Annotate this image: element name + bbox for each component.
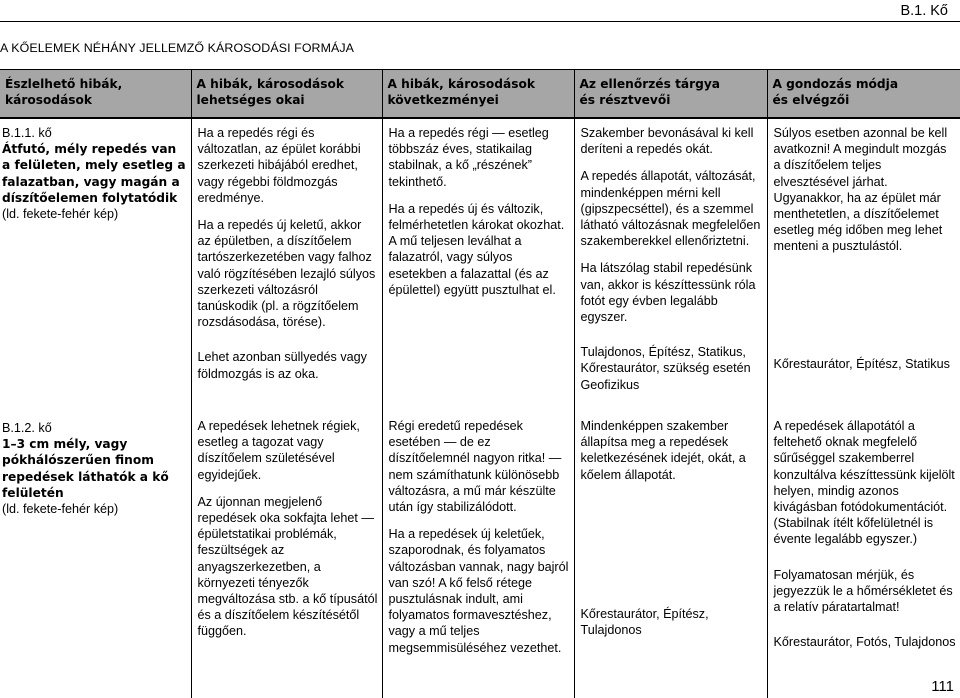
damage-table — [0, 69, 960, 698]
inspection-cell — [574, 415, 767, 698]
table-row — [0, 118, 960, 415]
header-care: A gondozás módja és elvégzői — [767, 70, 960, 119]
header-observed-defects: Észlelhető hibák, károsodások — [0, 70, 191, 119]
causes-cell — [191, 118, 382, 415]
table-row — [0, 415, 960, 698]
inspection-cell — [574, 118, 767, 415]
inspection-text: Szakember bevonásával ki kell deríteni a repedés okát. — [580, 126, 754, 157]
header-inspection: Az ellenőrzés tárgya és résztvevői — [574, 70, 767, 119]
cause-text: Az újonnan megjelenő repedések oka sokfajta lehet — épületstatikai problémák, feszültségek az anyagszerkezetben, a környezeti tényezők megváltozása stb. a kő típusától és a díszítőelem készítésétől függően. — [197, 494, 378, 639]
page-number: 111 — [931, 678, 954, 695]
inspection-participants: Kőrestaurátor, Építész, Tulajdonos — [580, 606, 709, 638]
defect-ref: (ld. fekete-fehér kép) — [2, 502, 119, 517]
defect-title: 1–3 cm mély, vagy pókhálószerűen finom repedések láthatók a kő felületén — [2, 437, 169, 500]
defect-code: B.1.1. kő — [2, 126, 52, 140]
care-cell — [767, 415, 960, 698]
cause-text: Lehet azonban süllyedés vagy földmozgás is az oka. — [197, 350, 367, 381]
care-text: Folyamatosan mérjük, és jegyezzük le a hőmérsékletet és a relatív páratartalmat! — [773, 567, 953, 615]
care-cell — [767, 118, 960, 415]
page-title: A KŐELEMEK NÉHÁNY JELLEMZŐ KÁROSODÁSI FORMÁJA — [0, 41, 355, 55]
consequence-text: Ha a repedés régi — esetleg többszáz éves, statikailag stabilnak, a kő „részének” tekinthető. — [388, 126, 549, 189]
care-participants: Kőrestaurátor, Építész, Statikus — [773, 356, 950, 371]
cause-text: Ha a repedés régi és változatlan, az épület korábbi szerkezeti hibájából eredhet, vagy régebbi földmozgás eredménye. — [197, 126, 361, 205]
cause-text: A repedések lehetnek régiek, esetleg a tagozat vagy díszítőelem születésével egyidejűek. — [197, 419, 360, 482]
consequence-text: Ha a repedés új és változik, felmérhetetlen károkat okozhat. A mű teljesen leválhat a falazatról, vagy súlyos esetekben a falazattal (és az épülettel) együtt pusztulhat el. — [388, 201, 565, 297]
defect-title: Átfutó, mély repedés van a felületen, mely esetleg a falazatban, vagy magán a díszítőelemen folytatódik — [2, 142, 186, 205]
care-participants: Kőrestaurátor, Fotós, Tulajdonos — [773, 635, 956, 650]
defect-cell — [0, 118, 191, 415]
header-rule — [0, 21, 960, 22]
table-header-row — [0, 70, 960, 119]
consequences-cell — [382, 118, 574, 415]
defect-ref: (ld. fekete-fehér kép) — [2, 207, 119, 222]
cause-text: Ha a repedés új keletű, akkor az épületben, a díszítőelem tartószerkezetében vagy falhoz való rögzítésében lezajló súlyos szerkezeti változásról tanúskodik (pl. a rögzítőelem rozsdásodása, törése). — [197, 218, 376, 330]
consequence-text: Régi eredetű repedések esetében — de ez díszítőelemnél nagyon ritka! — nem számíthatunk különösebb változásra, a mű már készülte után így stabilizálódott. — [388, 419, 562, 515]
header-possible-causes: A hibák, károsodások lehetséges okai — [191, 70, 382, 119]
consequence-text: Ha a repedések új keletűek, szaporodnak, és folyamatos változásban vannak, nagy bajról van szó! A kő felső rétege pusztulásnak indult, ami folyamatos formavesztéshez, vagy a mű teljes megsemmisüléséhez vezethet. — [388, 527, 569, 655]
defect-cell — [0, 415, 191, 698]
inspection-participants: Tulajdonos, Építész, Statikus, Kőrestaurátor, szükség esetén Geofizikus — [580, 345, 751, 392]
care-text: A repedések állapotától a feltehető oknak megfelelő sűrűséggel szakemberrel konzultálva készíttessünk kijelölt helyen, mindig azonos kivágásban fotódokumentációt. (Stabilnak ítélt kőfelületnél is évente legalább egyszer.) — [773, 419, 955, 547]
inspection-text: Ha látszólag stabil repedésünk van, akkor is készíttessünk róla fotót egy évben legalább egyszer. — [580, 261, 756, 325]
running-head: B.1. Kő — [900, 3, 948, 19]
defect-code: B.1.2. kő — [2, 421, 52, 435]
inspection-text: Mindenképpen szakember állapítsa meg a repedések keletkezésének idejét, okát, a kőelem állapotát. — [580, 419, 746, 482]
care-text: Súlyos esetben azonnal be kell avatkozni! A megindult mozgás a díszítőelem teljes elvesztésével járhat. Ugyanakkor, ha az épület már menthetetlen, a díszítőelemet esetleg még időben meg lehet menteni a pusztulástól. — [773, 126, 948, 254]
causes-cell — [191, 415, 382, 698]
header-consequences: A hibák, károsodások következményei — [382, 70, 574, 119]
consequences-cell — [382, 415, 574, 698]
inspection-text: A repedés állapotát, változását, mindenképpen mérni kell (gipszpecséttel), és a szemmel látható változásnak megfelelően szakemberekkel ellenőriztetni. — [580, 169, 761, 249]
